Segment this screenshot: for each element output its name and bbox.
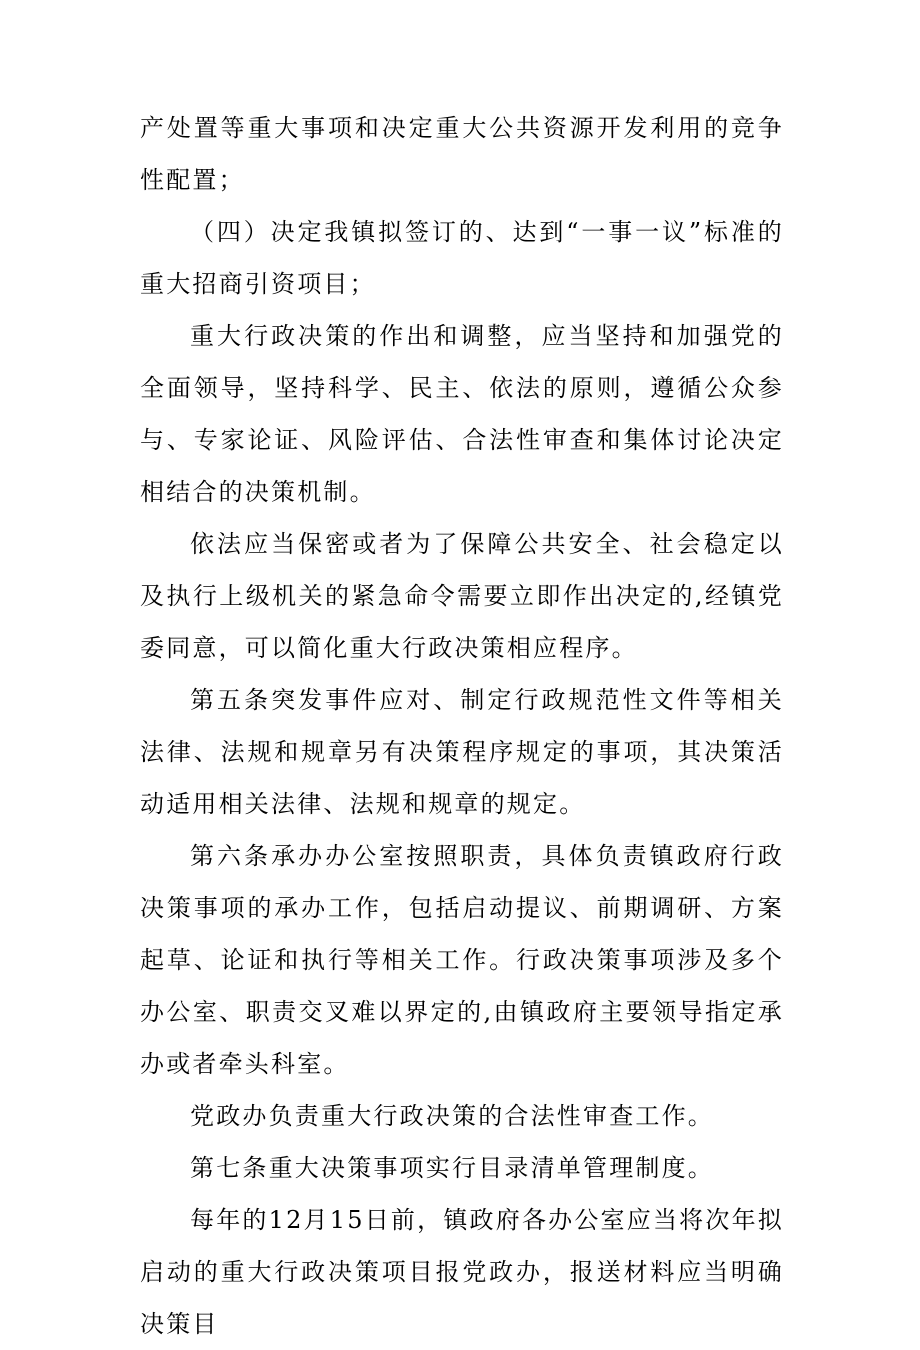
paragraph-4: 依法应当保密或者为了保障公共安全、社会稳定以及执行上级机关的紧急命令需要立即作出决定的,经镇党委同意，可以简化重大行政决策相应程序。: [140, 530, 784, 662]
paragraph-3: 重大行政决策的作出和调整，应当坚持和加强党的全面领导，坚持科学、民主、依法的原则，遵循公众参与、专家论证、风险评估、合法性审查和集体讨论决定相结合的决策机制。: [140, 322, 784, 506]
paragraph-2: （四）决定我镇拟签订的、达到“一事一议”标准的重大招商引资项目；: [140, 218, 784, 298]
paragraph-7: 党政办负责重大行政决策的合法性审查工作。: [190, 1102, 714, 1130]
document-body: [140, 102, 784, 1350]
paragraph-6: 第六条承办办公室按照职责，具体负责镇政府行政决策事项的承办工作，包括启动提议、前期调研、方案起草、论证和执行等相关工作。行政决策事项涉及多个办公室、职责交叉难以界定的,由镇政府主要领导指定承办或者牵头科室。: [140, 842, 784, 1078]
paragraph-9: 每年的12月15日前，镇政府各办公室应当将次年拟启动的重大行政决策项目报党政办，报送材料应当明确决策目: [140, 1206, 784, 1338]
paragraph-1: 产处置等重大事项和决定重大公共资源开发利用的竞争性配置；: [140, 114, 784, 194]
paragraph-5: 第五条突发事件应对、制定行政规范性文件等相关法律、法规和规章另有决策程序规定的事项，其决策活动适用相关法律、法规和规章的规定。: [140, 686, 784, 818]
paragraph-8: 第七条重大决策事项实行目录清单管理制度。: [190, 1154, 714, 1182]
